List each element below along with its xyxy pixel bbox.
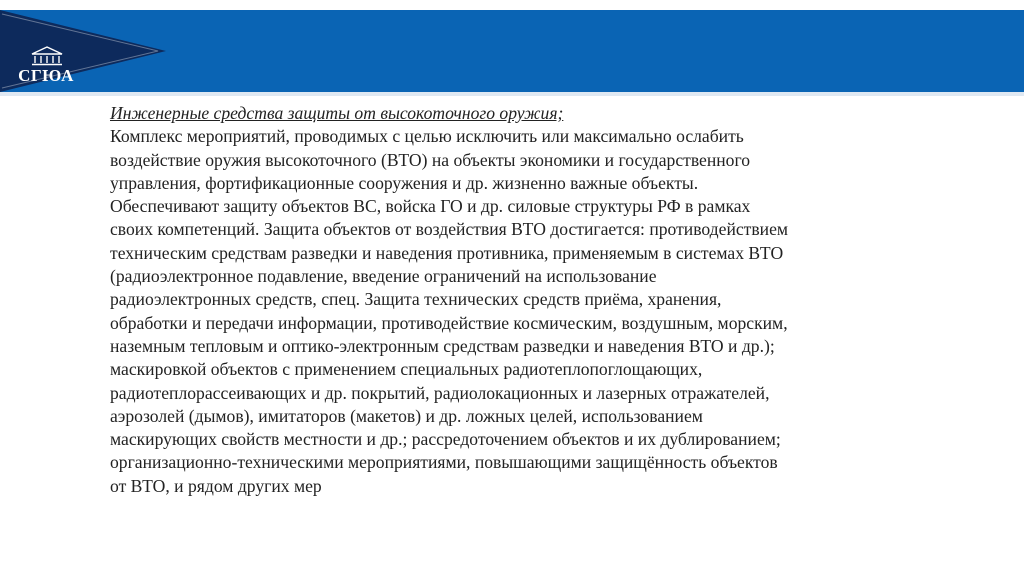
text-line: радиотеплорассеивающих и др. покрытий, радиолокационных и лазерных отражателей,: [110, 382, 770, 403]
text-line: управления, фортификационные сооружения и др. жизненно важные объекты.: [110, 172, 699, 193]
text-line: своих компетенций. Защита объектов от воздействия ВТО достигается: противодействием: [110, 219, 789, 240]
slide-text-block: [110, 102, 940, 498]
university-logo: [14, 46, 78, 92]
text-line: маскирующих свойств местности и др.; рассредоточением объектов и их дублированием;: [110, 429, 781, 450]
text-line: воздействие оружия высокоточного (ВТО) на объекты экономики и государственного: [110, 149, 751, 170]
slide-heading: Инженерные средства защиты от высокоточного оружия;: [110, 103, 564, 123]
text-line: (радиоэлектронное подавление, введение ограничений на использование: [110, 266, 657, 287]
text-line: аэрозолей (дымов), имитаторов (макетов) и др. ложных целей, использованием: [110, 405, 703, 426]
text-line: обработки и передачи информации, противодействие космическим, воздушным, морским,: [110, 312, 788, 333]
columned-building-icon: [30, 46, 64, 66]
text-line: Комплекс мероприятий, проводимых с целью исключить или максимально ослабить: [110, 126, 744, 147]
text-line: организационно-техническими мероприятиями, повышающими защищённость объектов: [110, 452, 778, 473]
text-line: маскировкой объектов с применением специальных радиотеплопоглощающих,: [110, 359, 703, 380]
text-line: наземным тепловым и оптико-электронным средствам разведки и наведения ВТО и др.);: [110, 335, 775, 356]
text-line: Обеспечивают защиту объектов ВС, войска ГО и др. силовые структуры РФ в рамках: [110, 196, 751, 217]
text-line: от ВТО, и рядом других мер: [110, 475, 322, 496]
text-line: радиоэлектронных средств, спец. Защита технических средств приёма, хранения,: [110, 289, 722, 310]
text-line: техническим средствам разведки и наведения противника, применяемым в системах ВТО: [110, 242, 784, 263]
logo-text: СГЮА: [18, 66, 74, 85]
